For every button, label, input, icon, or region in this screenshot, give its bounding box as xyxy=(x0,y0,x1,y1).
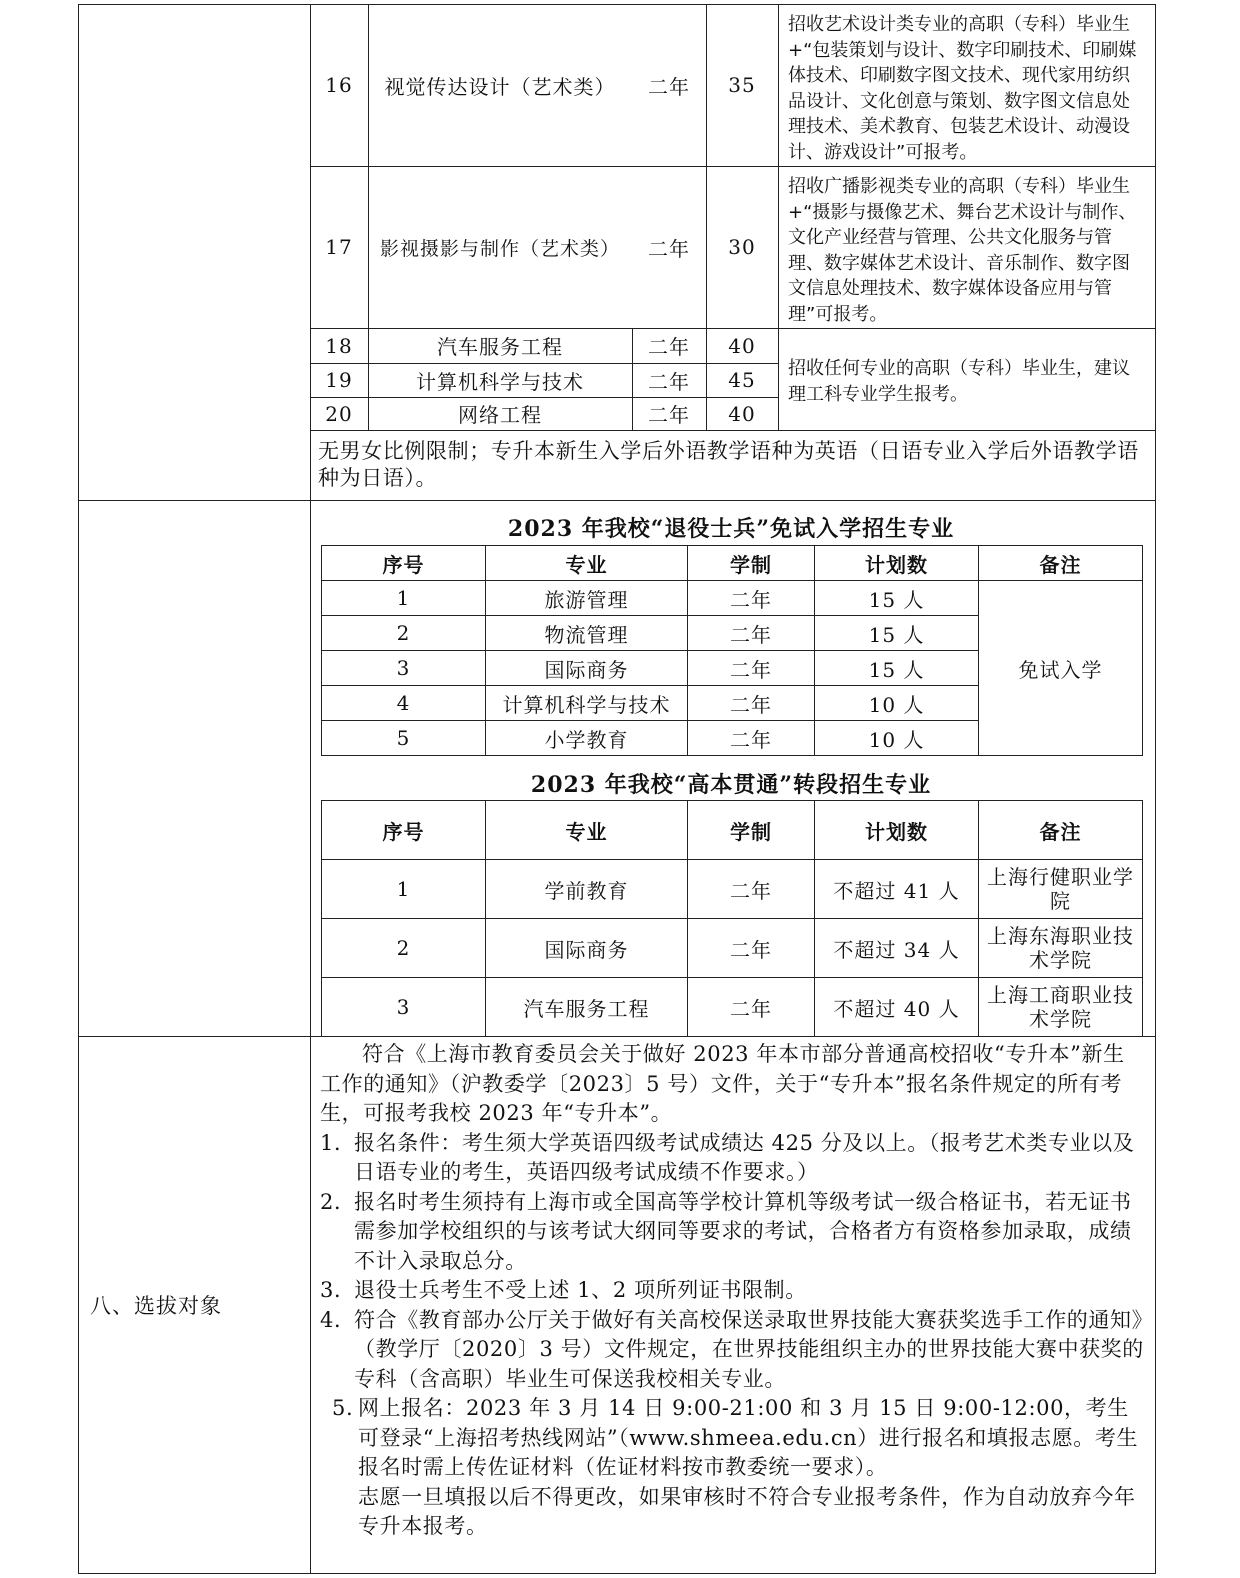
header-count: 计划数 xyxy=(815,546,979,581)
table-row xyxy=(322,860,1143,919)
plan-count: 10 人 xyxy=(815,721,979,756)
major-name: 旅游管理 xyxy=(486,581,688,616)
transfer-table xyxy=(321,800,1143,1037)
major-name: 影视摄影与制作（艺术类） xyxy=(379,237,620,260)
row-number: 3 xyxy=(322,978,486,1037)
major-name: 视觉传达设计（艺术类） xyxy=(384,74,616,99)
plan-count: 15 人 xyxy=(815,616,979,651)
plan-count: 30 xyxy=(728,235,756,259)
plan-count: 45 xyxy=(728,368,756,392)
study-years: 二年 xyxy=(648,403,690,427)
list-item xyxy=(320,1306,1144,1395)
study-years: 二年 xyxy=(648,369,690,394)
major-name: 汽车服务工程 xyxy=(486,978,688,1037)
partner-school: 上海行健职业学院 xyxy=(979,860,1143,919)
header-count: 计划数 xyxy=(815,801,979,860)
row-number: 17 xyxy=(325,235,353,259)
plan-count: 10 人 xyxy=(815,686,979,721)
row-number: 19 xyxy=(325,368,353,392)
header-remark: 备注 xyxy=(979,801,1143,860)
study-years: 二年 xyxy=(688,978,815,1037)
study-years: 二年 xyxy=(648,74,690,99)
major-name: 学前教育 xyxy=(486,860,688,919)
row-number: 20 xyxy=(325,401,353,426)
study-years: 二年 xyxy=(648,335,690,359)
major-name: 国际商务 xyxy=(486,919,688,978)
plan-count: 不超过 41 人 xyxy=(815,860,979,919)
transfer-table-title: 2023 年我校“高本贯通”转段招生专业 xyxy=(530,772,932,798)
plan-count: 不超过 40 人 xyxy=(815,978,979,1037)
item-number: 1． xyxy=(320,1130,356,1155)
study-years: 二年 xyxy=(688,616,815,651)
section-label: 八、选拔对象 xyxy=(90,1294,222,1318)
major-name: 汽车服务工程 xyxy=(437,335,563,359)
item-text: 报名条件：考生须大学英语四级考试成绩达 425 分及以上。（报考艺术类专业以及日语专业的考生，英语四级考试成绩不作要求。） xyxy=(354,1130,1135,1184)
table-row xyxy=(322,978,1143,1037)
study-years: 二年 xyxy=(688,919,815,978)
veterans-table-title: 2023 年我校“退役士兵”免试入学招生专业 xyxy=(507,516,955,542)
study-years: 二年 xyxy=(688,686,815,721)
remark-cell: 免试入学 xyxy=(979,581,1143,756)
closing-paragraph: 志愿一旦填报以后不得更改，如果审核时不符合专业报考条件，作为自动放弃今年专升本报考。 xyxy=(358,1484,1136,1538)
intro-paragraph: 符合《上海市教育委员会关于做好 2023 年本市部分普通高校招收“专升本”新生工作的通知》（沪教委学〔2023〕5 号）文件，关于“专升本”报名条件规定的所有考生，可报考我校 2023 年“专升本”。 xyxy=(320,1042,1125,1125)
row-number: 2 xyxy=(322,616,486,651)
partner-school: 上海东海职业技术学院 xyxy=(979,919,1143,978)
row-number: 4 xyxy=(322,686,486,721)
row-number: 3 xyxy=(322,651,486,686)
row-line xyxy=(310,430,1156,431)
header-years: 学制 xyxy=(688,801,815,860)
enrollment-note: 无男女比例限制；专升本新生入学后外语教学语种为英语（日语专业入学后外语教学语种为日语）。 xyxy=(318,439,1139,490)
item-number: 4． xyxy=(320,1307,356,1332)
item-number: 2． xyxy=(320,1189,356,1214)
major-name: 计算机科学与技术 xyxy=(486,686,688,721)
requirement-text: 招收艺术设计类专业的高职（专科）毕业生+“包装策划与设计、数字印刷技术、印刷媒体技术、印刷数字图文技术、现代家用纺织品设计、文化创意与策划、数字图文信息处理技术、美术教育、包装艺术设计、动漫设计、游戏设计”可报考。 xyxy=(788,14,1137,163)
study-years: 二年 xyxy=(688,651,815,686)
item-text: 网上报名：2023 年 3 月 14 日 9:00-21:00 和 3 月 15 日 9:00-12:00，考生可登录“上海招考热线网站”（www.shmeea.edu.cn）进行报名和填报志愿。考生报名时需上传佐证材料（佐证材料按市教委统一要求）。 xyxy=(358,1396,1139,1479)
study-years: 二年 xyxy=(688,860,815,919)
item-number: 3． xyxy=(320,1278,356,1302)
requirement-text: 招收任何专业的高职（专科）毕业生，建议理工科专业学生报考。 xyxy=(788,358,1130,405)
study-years: 二年 xyxy=(688,721,815,756)
section-separator xyxy=(78,500,1156,501)
item-text: 报名时考生须持有上海市或全国高等学校计算机等级考试一级合格证书，若无证书需参加学校组织的与该考试大纲同等要求的考试，合格者方有资格参加录取，成绩不计入录取总分。 xyxy=(354,1189,1132,1273)
plan-count: 40 xyxy=(728,333,756,358)
list-item xyxy=(320,1276,1144,1306)
plan-count: 不超过 34 人 xyxy=(815,919,979,978)
major-name: 国际商务 xyxy=(486,651,688,686)
item-number: 5. xyxy=(332,1396,354,1420)
requirement-text: 招收广播影视类专业的高职（专科）毕业生+“摄影与摄像艺术、舞台艺术设计与制作、文化产业经营与管理、公共文化服务与管理、数字媒体艺术设计、音乐制作、数字图文信息处理技术、数字媒体设备应用与管理”可报考。 xyxy=(788,176,1137,325)
row-number: 16 xyxy=(325,73,353,97)
item-text: 退役士兵考生不受上述 1、2 项所列证书限制。 xyxy=(354,1278,807,1302)
list-item xyxy=(320,1188,1144,1277)
item-text: 符合《教育部办公厅关于做好有关高校保送录取世界技能大赛获奖选手工作的通知》（教学厅〔2020〕3 号）文件规定，在世界技能组织主办的世界技能大赛中获奖的专科（含高职）毕业生可保送我校相关专业。 xyxy=(354,1307,1144,1391)
header-number: 序号 xyxy=(322,546,486,581)
plan-count: 40 xyxy=(728,401,756,426)
partner-school: 上海工商职业技术学院 xyxy=(979,978,1143,1037)
plan-count: 15 人 xyxy=(815,581,979,616)
header-major: 专业 xyxy=(486,546,688,581)
major-name: 网络工程 xyxy=(458,403,542,427)
plan-count: 15 人 xyxy=(815,651,979,686)
row-number: 1 xyxy=(322,860,486,919)
plan-count: 35 xyxy=(728,73,756,97)
row-number: 18 xyxy=(325,333,353,358)
list-item xyxy=(320,1394,1144,1483)
selection-criteria xyxy=(320,1040,1144,1572)
header-years: 学制 xyxy=(688,546,815,581)
table-row xyxy=(322,581,1143,616)
major-name: 计算机科学与技术 xyxy=(416,369,584,394)
major-name: 物流管理 xyxy=(486,616,688,651)
list-item xyxy=(320,1129,1144,1188)
row-number: 5 xyxy=(322,721,486,756)
table-row xyxy=(322,919,1143,978)
study-years: 二年 xyxy=(688,581,815,616)
row-number: 1 xyxy=(322,581,486,616)
col-line xyxy=(778,4,779,430)
row-number: 2 xyxy=(322,919,486,978)
study-years: 二年 xyxy=(648,236,690,261)
header-remark: 备注 xyxy=(979,546,1143,581)
veterans-table xyxy=(321,545,1143,756)
header-major: 专业 xyxy=(486,801,688,860)
header-number: 序号 xyxy=(322,801,486,860)
major-name: 小学教育 xyxy=(486,721,688,756)
